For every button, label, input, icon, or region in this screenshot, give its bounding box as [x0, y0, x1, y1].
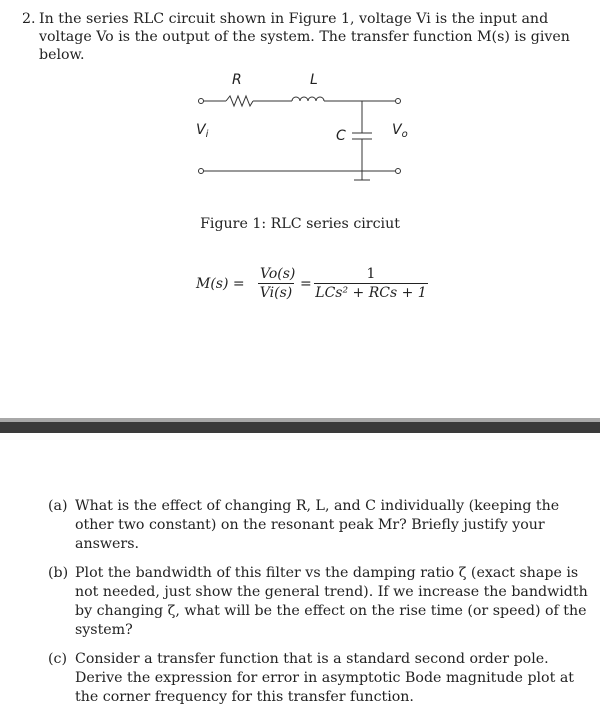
separator-band [0, 422, 600, 433]
fraction-numerator: 1 [314, 266, 428, 284]
part-label: (c) [48, 651, 68, 667]
input-terminal-top [199, 99, 204, 104]
output-terminal-bottom [396, 169, 401, 174]
question-part-a [48, 497, 588, 554]
rlc-circuit-diagram [190, 68, 420, 198]
resistor-label: R [232, 72, 242, 88]
inductor-symbol [292, 97, 324, 101]
question-parts [48, 497, 588, 717]
figure-caption: Figure 1: RLC series circiut [200, 216, 400, 232]
part-label: (b) [48, 565, 69, 581]
part-text: Plot the bandwidth of this filter vs the damping ratio ζ (exact shape is not needed, just show the general trend). If we increase the bandwidth by changing ζ, what will be the effect on the rise time (or speed) of the system? [75, 565, 588, 638]
problem-number: 2. [22, 11, 36, 27]
problem-statement [22, 10, 590, 64]
fraction-denominator: Vi(s) [259, 285, 293, 301]
fraction-numerator: Vo(s) [260, 266, 296, 282]
output-voltage-label: $V_o$ [392, 122, 408, 140]
equation-lhs: M(s) = [196, 276, 245, 292]
input-voltage-label: $V_i$ [196, 122, 209, 140]
question-part-c [48, 650, 588, 707]
output-terminal-top [396, 99, 401, 104]
transfer-function-fraction [314, 266, 428, 301]
equals-sign: = [300, 276, 312, 292]
input-terminal-bottom [199, 169, 204, 174]
part-text: Consider a transfer function that is a standard second order pole. Derive the expression for error in asymptotic Bode magnitude plot at the corner frequency for this transfer function. [75, 651, 574, 705]
inductor-label: L [310, 72, 318, 88]
problem-text: In the series RLC circuit shown in Figure 1, voltage Vi is the input and voltage Vo is the output of the system. The transfer function M(s) is given below. [39, 11, 570, 63]
fraction-denominator: LCs² + RCs + 1 [315, 285, 427, 301]
voltage-ratio-fraction [258, 266, 294, 301]
capacitor-label: C [336, 128, 346, 144]
resistor-symbol [226, 96, 253, 106]
part-label: (a) [48, 498, 68, 514]
question-part-b [48, 564, 588, 640]
part-text: What is the effect of changing R, L, and C individually (keeping the other two constant) on the resonant peak Mr? Briefly justify your answers. [75, 498, 560, 552]
